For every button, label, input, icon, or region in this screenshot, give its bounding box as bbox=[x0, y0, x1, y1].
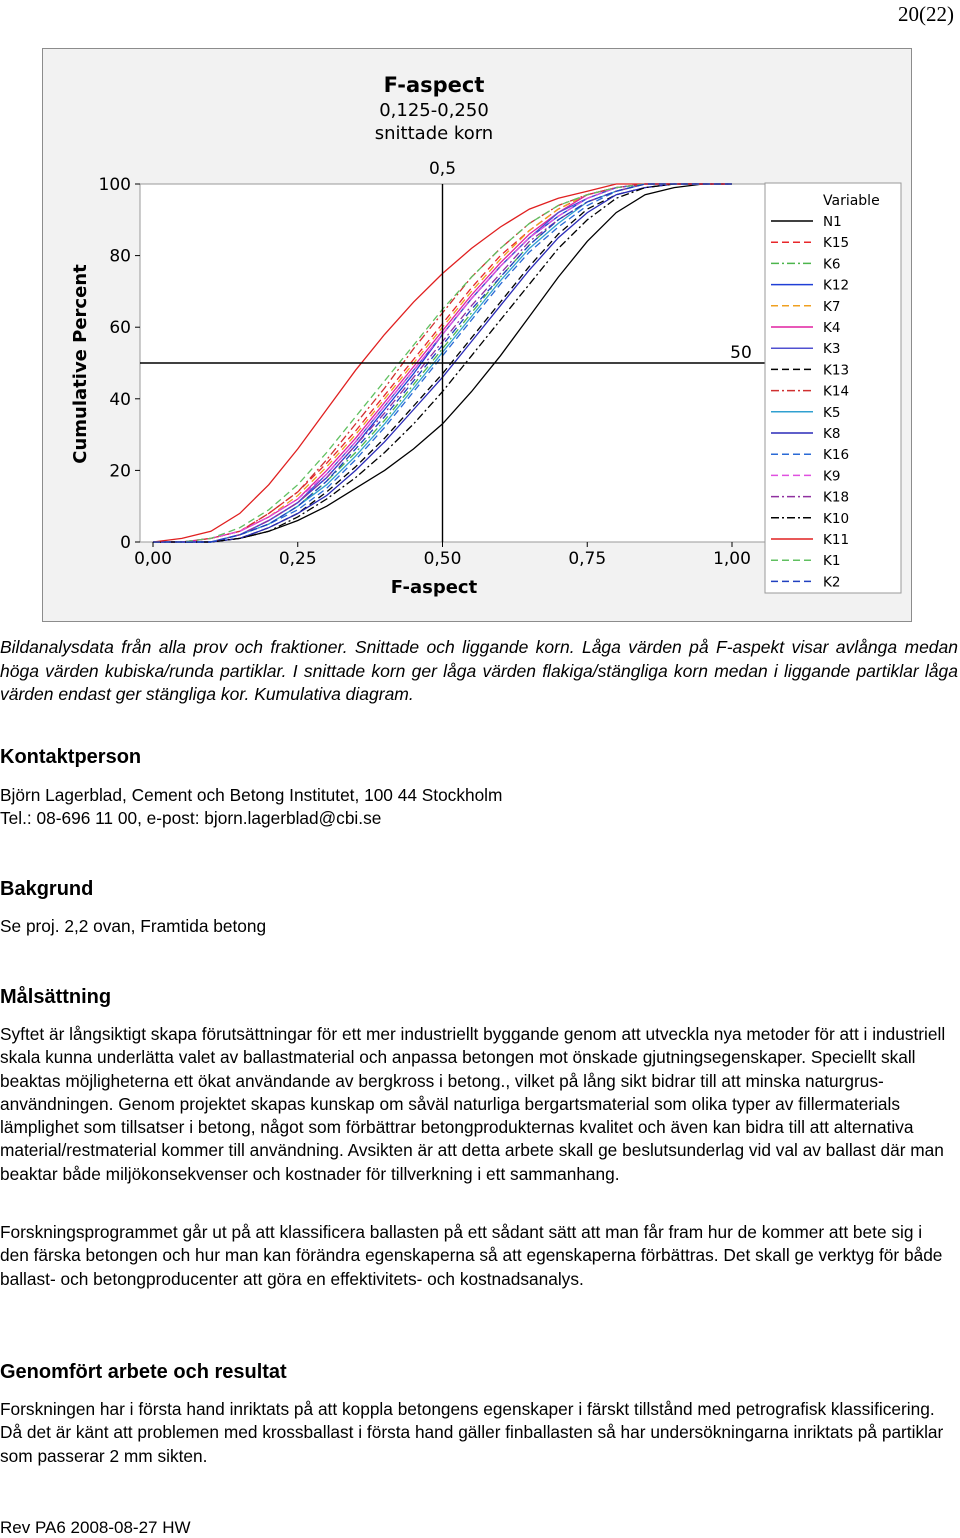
page-number: 20(22) bbox=[898, 2, 954, 26]
legend-label-k12: K12 bbox=[823, 277, 850, 294]
results-heading: Genomfört arbete och resultat bbox=[0, 1361, 287, 1383]
figure-caption: Bildanalysdata från alla prov och fraktioner. Snittade och liggande korn. Låga värden på F-aspekt visar avlånga medan höga värden kubiska/runda partiklar. I snittade korn ger låga värden flakiga/stängliga korn medan i liggande partiklar låga värden endast ger stängliga kor. Kumulativa diagram. bbox=[0, 637, 958, 704]
contact-line-2: Tel.: 08-696 11 00, e-post: bjorn.lagerblad@cbi.se bbox=[0, 808, 382, 828]
y-tick-label: 40 bbox=[109, 389, 131, 410]
chart-title: F-aspect bbox=[383, 73, 485, 97]
legend-label-k4: K4 bbox=[823, 320, 841, 336]
contact-line-1: Björn Lagerblad, Cement och Betong Institutet, 100 44 Stockholm bbox=[0, 785, 503, 805]
y-tick-label: 0 bbox=[120, 533, 131, 553]
legend-label-k2: K2 bbox=[823, 574, 841, 591]
y-tick-label: 60 bbox=[109, 318, 131, 339]
legend-label-k13: K13 bbox=[823, 362, 850, 379]
legend-label-k16: K16 bbox=[823, 447, 850, 464]
legend-label-k10: K10 bbox=[823, 510, 850, 527]
background-heading: Bakgrund bbox=[0, 878, 94, 900]
y-tick-label: 100 bbox=[98, 175, 131, 195]
legend-label-k7: K7 bbox=[823, 298, 841, 315]
goal-paragraph-2: Forskningsprogrammet går ut på att klassificera ballasten på ett sådant sätt att man får fram hur de kommer att bete sig i den färska betongen och hur man kan förändra egenskaperna så att egenskaperna förbättras. Det skall ge verktyg för både ballast- och betongproducenter att göra en effektivitets- och kostnadsanalys. bbox=[0, 1222, 943, 1289]
legend-label-k14: K14 bbox=[823, 383, 850, 400]
reference-label-x: 0,5 bbox=[428, 159, 457, 179]
legend-label-k18: K18 bbox=[823, 489, 850, 506]
legend-label-k3: K3 bbox=[823, 341, 841, 358]
x-tick-label: 0,50 bbox=[423, 549, 462, 569]
legend-label-k8: K8 bbox=[823, 426, 841, 442]
results-paragraph-1: Forskningen har i första hand inriktats på att koppla betongens egenskaper i färskt tillstånd med petrografisk klassificering. Då det är känt att problemen med krossballast i första hand gäller finballasten så har undersökningarna inriktats på partiklar som passerar 2 mm sikten. bbox=[0, 1399, 944, 1466]
legend-label-k6: K6 bbox=[823, 256, 841, 273]
x-tick-label: 0,25 bbox=[278, 549, 317, 569]
y-tick-label: 20 bbox=[109, 461, 131, 482]
goal-paragraph-1: Syftet är långsiktigt skapa förutsättningar för ett mer industriellt byggande genom att utveckla nya metoder för att i industriell skala kunna underlätta valet av ballastmaterial och anpassa betongen mot önskade gjutningsegenskaper. Speciellt skall beaktas möjligheterna ett ökat användande av bergkross i betong., vilket på lång sikt bidrar till att minska naturgrus-användningen. Genom projektet skapas kunskap om såväl naturliga bergartsmaterial som olika typer av fillermaterials lämplighet som tillsatser i betong, något som förbättrar betongprodukternas kvalitet och även kan bidra till att alternativa material/restmaterial kommer till användning. Avsikten är att detta arbete skall ge beslutsunderlag vid val av ballast där man beaktar både miljökonsekvenser och kostnader för tillverkning i ett sammanhang. bbox=[0, 1024, 946, 1184]
x-tick-label: 0,00 bbox=[134, 549, 172, 569]
legend-label-k9: K9 bbox=[823, 468, 841, 485]
legend-title: Variable bbox=[823, 193, 880, 209]
background-text: Se proj. 2,2 ovan, Framtida betong bbox=[0, 916, 267, 936]
chart-subtitle-type: snittade korn bbox=[374, 123, 494, 144]
legend-label-k11: K11 bbox=[823, 532, 850, 548]
reference-label-y: 50 bbox=[730, 343, 752, 363]
legend-label-k5: K5 bbox=[823, 404, 841, 421]
goal-heading: Målsättning bbox=[0, 986, 112, 1008]
chart-subtitle-range: 0,125-0,250 bbox=[379, 100, 489, 121]
x-tick-label: 0,75 bbox=[568, 549, 607, 569]
y-tick-label: 80 bbox=[109, 246, 131, 267]
y-axis-label: Cumulative Percent bbox=[70, 264, 91, 464]
chart-canvas bbox=[43, 49, 913, 623]
revision-footer: Rev PA6 2008-08-27 HW bbox=[0, 1518, 191, 1537]
legend-label-n1: N1 bbox=[823, 214, 842, 230]
x-tick-label: 1,00 bbox=[713, 549, 751, 569]
cumulative-chart bbox=[42, 48, 912, 622]
legend-label-k15: K15 bbox=[823, 235, 850, 252]
contact-heading: Kontaktperson bbox=[0, 746, 142, 768]
legend-label-k1: K1 bbox=[823, 553, 841, 570]
x-axis-label: F-aspect bbox=[390, 577, 478, 598]
